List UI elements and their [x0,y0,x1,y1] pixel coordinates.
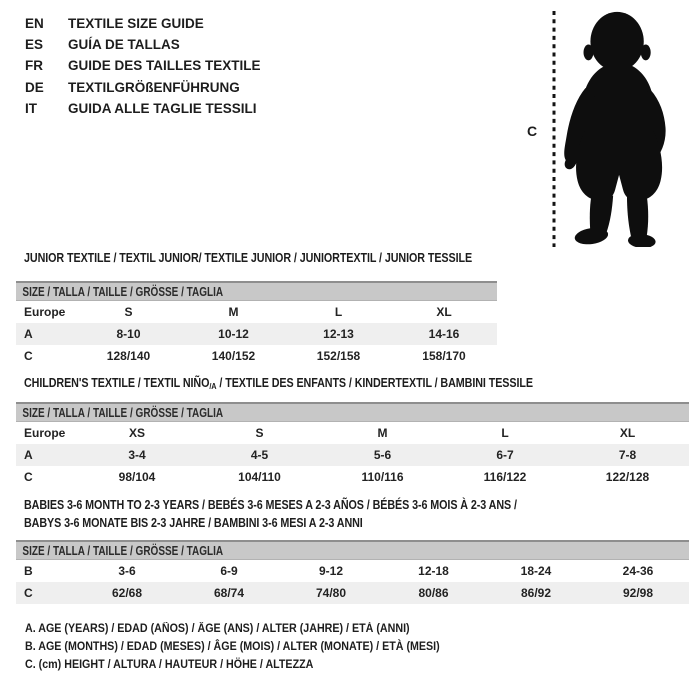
size-cell: L [334,305,343,319]
size-cell: S [255,426,264,440]
children-title-prefix: CHILDREN'S TEXTILE / TEXTIL NIÑO [24,376,210,390]
children-section-title [24,376,533,391]
row-label: Europe [24,426,66,440]
babies-section-title [24,496,517,532]
size-cell: XL [436,305,452,319]
size-cell: 86/92 [485,582,587,604]
size-cell: 98/104 [118,470,156,484]
language-title: GUIDE DES TAILLES TEXTILE [68,58,261,74]
size-cell: 12-13 [286,323,391,345]
size-cell: 74/80 [280,582,382,604]
size-cell: 18-24 [520,564,552,578]
row-label: Europe [24,305,66,319]
size-cell: M [377,426,388,440]
row-label: C [24,470,33,484]
size-cell: 6-7 [444,444,566,466]
language-title: TEXTILGRÖßENFÜHRUNG [68,79,240,95]
size-cell: 3-4 [76,444,198,466]
language-title: GUIDA ALLE TAGLIE TESSILI [68,100,257,116]
toddler-silhouette-icon [555,5,695,247]
size-band-label: SIZE / TALLA / TAILLE / GRÖSSE / TAGLIA [22,405,224,420]
size-cell: 5-6 [321,444,444,466]
size-cell: 24-36 [622,564,654,578]
footnotes [25,620,440,674]
size-cell: 9-12 [318,564,344,578]
size-cell: 7-8 [566,444,689,466]
size-cell: 10-12 [181,323,286,345]
language-title: TEXTILE SIZE GUIDE [68,16,204,31]
babies-title-line2: BABYS 3-6 MONATE BIS 2-3 JAHRE / BAMBINI 3-6 MESI A 2-3 ANNI [24,516,363,530]
table-row-height [16,582,689,604]
junior-size-table [16,281,497,367]
size-cell: 80/86 [382,582,485,604]
babies-title-line1: BABIES 3-6 MONTH TO 2-3 YEARS / BEBÉS 3-6 MESES A 2-3 AÑOS / BÉBÉS 3-6 MOIS À 2-3 ANS / [24,498,517,512]
table-row-europe [16,301,497,324]
language-code: FR [25,58,43,74]
table-row-europe [16,422,689,445]
size-cell: 3-6 [118,564,136,578]
language-row-de [25,77,261,98]
language-row-fr [25,55,261,76]
size-cell: 6-9 [220,564,238,578]
language-list [25,13,261,119]
size-band-row [16,282,497,301]
size-cell: 158/170 [422,349,466,363]
size-band-label: SIZE / TALLA / TAILLE / GRÖSSE / TAGLIA [22,543,224,558]
size-cell: XS [128,426,145,440]
size-cell: 62/68 [76,582,178,604]
children-title-subscript: /A [209,381,217,391]
size-band-row [16,541,689,560]
size-cell: M [228,305,239,319]
size-cell: 116/122 [483,470,527,484]
row-label: A [16,323,76,345]
language-title: GUÍA DE TALLAS [68,37,180,53]
size-cell: L [501,426,509,440]
footnote-age-months: B. AGE (MONTHS) / EDAD (MESES) / ÂGE (MOIS) / ALTER (MONATE) / ETÀ (MESI) [25,641,440,653]
language-row-en [25,13,261,34]
size-cell: 122/128 [605,470,650,484]
language-code: IT [25,100,37,116]
language-row-es [25,34,261,55]
table-row-height [16,466,689,488]
size-cell: 14-16 [391,323,497,345]
size-cell: 68/74 [178,582,280,604]
size-cell: 110/116 [361,470,404,484]
language-code: DE [25,79,44,95]
size-band-row [16,403,689,422]
size-cell: 92/98 [587,582,689,604]
children-size-table [16,402,689,488]
size-cell: 12-18 [418,564,449,578]
babies-size-table [16,540,689,604]
table-row-height [16,345,497,367]
size-cell: 4-5 [198,444,321,466]
height-measure-label: C [527,123,538,139]
footnote-height: C. (cm) HEIGHT / ALTURA / HAUTEUR / HÖHE / ALTEZZA [25,659,314,671]
language-row-it [25,98,261,119]
size-cell: S [124,305,133,319]
row-label: A [16,444,76,466]
language-code: ES [25,37,44,53]
table-row-age-years [16,323,497,345]
table-row-age-years [16,444,689,466]
size-cell: 152/158 [316,349,361,363]
language-code: EN [25,16,44,31]
size-cell: 140/152 [211,349,256,363]
table-row-age-months [16,560,689,583]
junior-section-title: JUNIOR TEXTILE / TEXTIL JUNIOR/ TEXTILE JUNIOR / JUNIORTEXTIL / JUNIOR TESSILE [24,251,473,265]
size-band-label: SIZE / TALLA / TAILLE / GRÖSSE / TAGLIA [22,284,224,299]
row-label: C [16,582,76,604]
row-label: C [24,349,33,363]
size-cell: 104/110 [238,470,281,484]
footnote-age-years: A. AGE (YEARS) / EDAD (AÑOS) / ÂGE (ANS) / ALTER (JAHRE) / ETÀ (ANNI) [25,623,410,635]
children-title-suffix: / TEXTILE DES ENFANTS / KINDERTEXTIL / BAMBINI TESSILE [216,376,533,390]
size-cell: XL [619,426,636,440]
row-label: B [24,564,33,578]
size-cell: 8-10 [76,323,181,345]
size-cell: 128/140 [106,349,151,363]
